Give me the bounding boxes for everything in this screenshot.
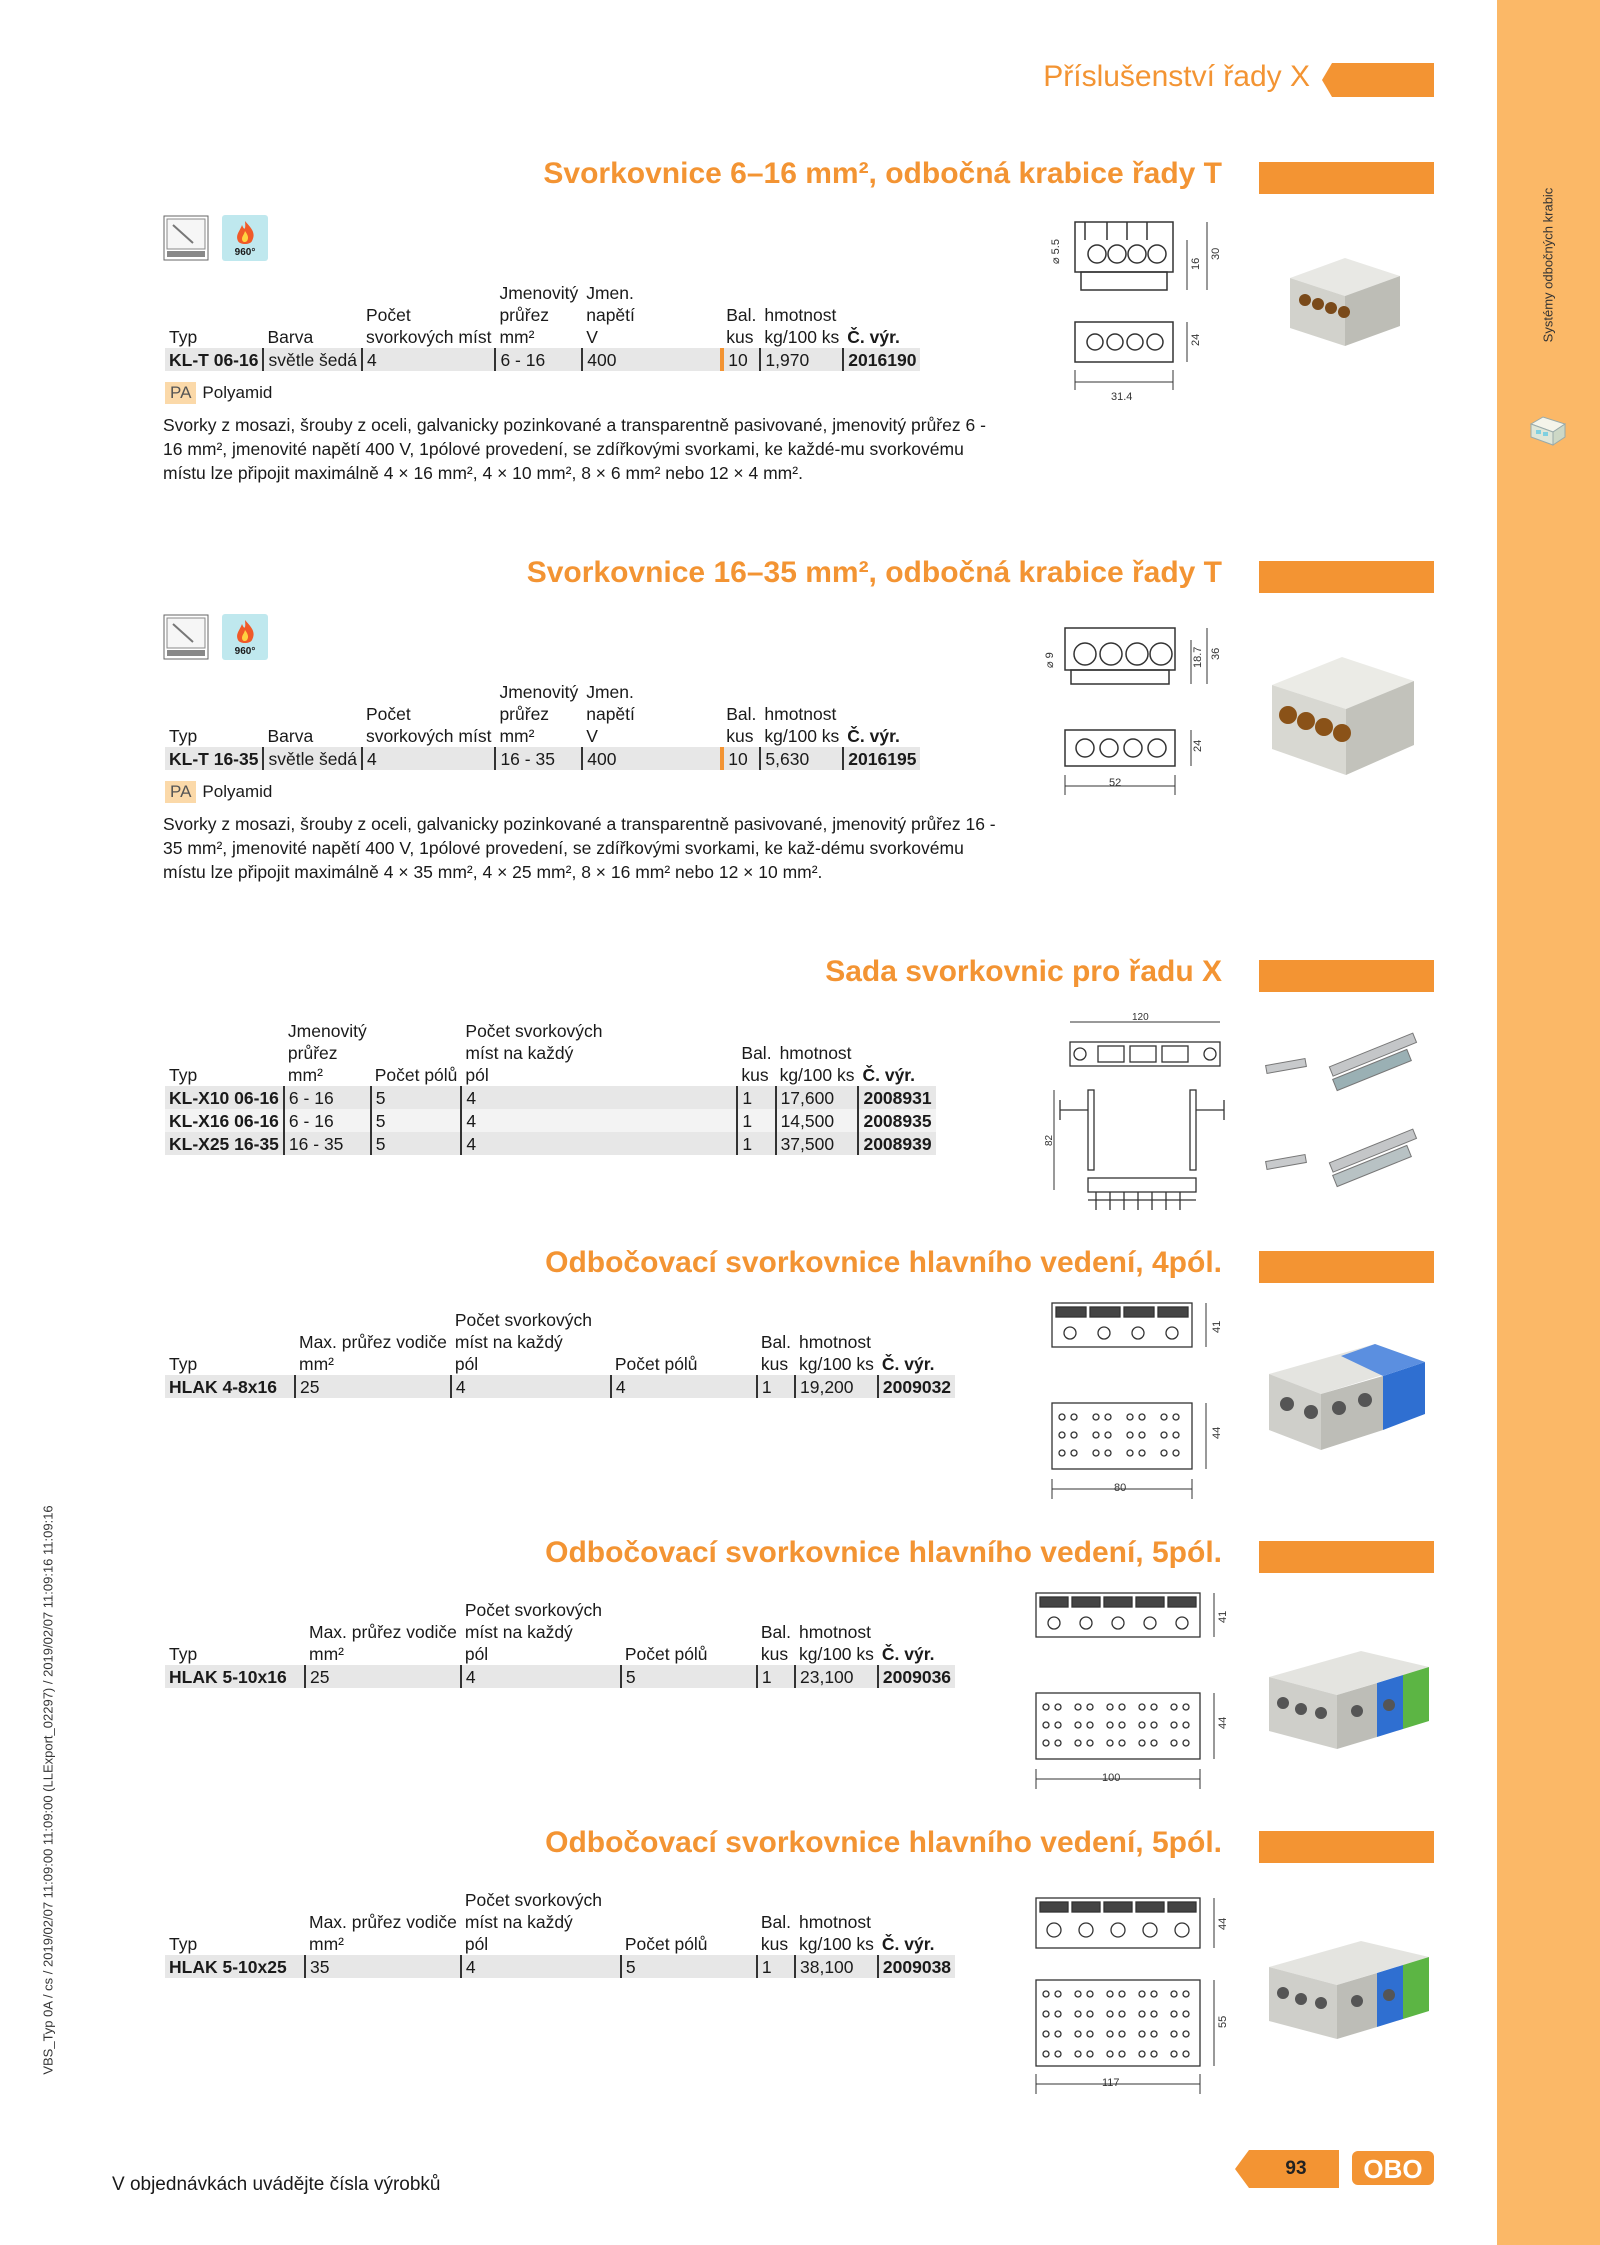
cell-cvyr: 2009036 (878, 1665, 955, 1688)
col-mist: Počet svorkových míst na každý pól (454, 1310, 592, 1374)
cell-cvyr: 2008935 (858, 1109, 935, 1132)
cell-bal: 1 (757, 1375, 795, 1398)
cell-prurez: 16 - 35 (495, 747, 582, 770)
cell-barva: světle šedá (263, 348, 362, 371)
cell-poly: 5 (371, 1086, 462, 1109)
cell-poly: 5 (371, 1109, 462, 1132)
cell-typ: KL-X25 16-35 (165, 1132, 284, 1155)
section-bar (1259, 960, 1434, 992)
col-cvyr: Č. výr. (881, 1354, 935, 1374)
cell-pocet: 4 (362, 747, 495, 770)
section-bar (1259, 1541, 1434, 1573)
col-cvyr: Č. výr. (862, 1065, 916, 1085)
col-typ: Typ (169, 1934, 198, 1954)
cell-cvyr: 2016195 (843, 747, 920, 770)
col-cvyr: Č. výr. (847, 726, 900, 746)
col-hmot: hmotnost kg/100 ks (799, 1622, 874, 1664)
busbar-terminal-photo (1265, 1645, 1435, 1760)
cell-maxprurez: 35 (305, 1955, 461, 1978)
dim-label: 44 (1211, 1426, 1223, 1439)
col-cvyr: Č. výr. (881, 1934, 935, 1954)
dim-label: 80 (1114, 1482, 1127, 1494)
section-title: Odbočovací svorkovnice hlavního vedení, 5pól. (545, 1536, 1222, 1569)
col-hmot: hmotnost kg/100 ks (764, 704, 840, 746)
technical-drawing (1030, 1585, 1230, 1795)
cell-typ: KL-X16 06-16 (165, 1109, 284, 1132)
spec-table (165, 1889, 955, 1978)
section-title: Svorkovnice 6–16 mm², odbočná krabice řady T (543, 157, 1222, 190)
cell-mist: 4 (461, 1132, 737, 1155)
glow-wire-label: 960° (234, 646, 256, 657)
dim-label: ⌀ 9 (1044, 652, 1056, 668)
document-meta-vertical: VBS_Typ 0A / cs / 2019/02/07 11:09:00 11:09:00 (LLExport_02297) / 2019/02/07 11:09:16 11:09:16 (40, 1505, 56, 2075)
col-pocet: Počet svorkových míst (366, 305, 492, 347)
material-name: Polyamid (202, 383, 273, 402)
cell-cvyr: 2009038 (878, 1955, 955, 1978)
cell-mist: 4 (461, 1665, 621, 1688)
col-mist: Počet svorkových míst na každý pól (464, 1600, 602, 1664)
terminal-set-photo (1262, 1020, 1437, 1215)
col-maxprurez: Max. průřez vodiče mm² (309, 1912, 457, 1954)
col-maxprurez: Max. průřez vodiče mm² (299, 1332, 447, 1374)
col-bal: Bal. kus (760, 1332, 791, 1374)
busbar-terminal-photo (1265, 1935, 1435, 2050)
col-bal: Bal. kus (760, 1622, 791, 1664)
col-typ: Typ (169, 327, 198, 347)
spec-table (165, 282, 920, 371)
cell-poly: 5 (621, 1955, 757, 1978)
cell-mist: 4 (461, 1086, 737, 1109)
dim-label: 41 (1217, 1610, 1229, 1623)
table-row (165, 1109, 936, 1132)
material-badge: PA (165, 382, 196, 404)
dim-label: 120 (1132, 1012, 1149, 1023)
cell-napeti: 400 (582, 747, 722, 770)
section-bar (1259, 162, 1434, 194)
cell-maxprurez: 25 (305, 1665, 461, 1688)
col-prurez: Jmenovitý průřez mm² (499, 283, 579, 347)
busbar-terminal-photo (1265, 1338, 1435, 1463)
table-row (165, 1086, 936, 1109)
svg-text:OBO: OBO (1363, 2154, 1423, 2184)
cell-prurez: 6 - 16 (284, 1086, 371, 1109)
fire-test-cert-icon (163, 614, 209, 660)
glow-wire-label: 960° (234, 247, 256, 258)
material-line (165, 382, 272, 404)
technical-drawing (1030, 1890, 1230, 2100)
dim-label: 55 (1217, 2015, 1229, 2028)
cell-poly: 4 (611, 1375, 757, 1398)
cell-hmot: 37,500 (776, 1132, 859, 1155)
section-title: Sada svorkovnic pro řadu X (825, 955, 1222, 988)
cell-hmot: 17,600 (776, 1086, 859, 1109)
col-typ: Typ (169, 1354, 198, 1374)
dim-label: 100 (1102, 1772, 1121, 1784)
page-number: 93 (1285, 2158, 1307, 2179)
technical-drawing (1035, 210, 1235, 410)
table-row (165, 1955, 955, 1978)
cell-cvyr: 2016190 (843, 348, 920, 371)
obo-logo (1352, 2148, 1434, 2188)
cell-mist: 4 (451, 1375, 611, 1398)
side-category-label: Systémy odbočných krabic (1540, 187, 1556, 343)
cell-prurez: 16 - 35 (284, 1132, 371, 1155)
footer-note: V objednávkách uvádějte čísla výrobků (112, 2174, 441, 2195)
table-row (165, 1665, 955, 1688)
cell-typ: KL-X10 06-16 (165, 1086, 284, 1109)
cell-poly: 5 (371, 1132, 462, 1155)
dim-label: 30 (1210, 247, 1222, 260)
col-bal: Bal. kus (726, 305, 757, 347)
cell-maxprurez: 25 (295, 1375, 451, 1398)
cell-bal: 10 (722, 348, 760, 371)
cell-cvyr: 2009032 (878, 1375, 955, 1398)
cell-hmot: 38,100 (795, 1955, 878, 1978)
cell-barva: světle šedá (263, 747, 362, 770)
col-barva: Barva (267, 726, 314, 746)
dim-label: 41 (1211, 1320, 1223, 1333)
section-bar (1259, 1251, 1434, 1283)
col-hmot: hmotnost kg/100 ks (779, 1043, 855, 1085)
spec-table (165, 1309, 955, 1398)
cell-bal: 1 (737, 1109, 775, 1132)
table-row (165, 1132, 936, 1155)
section-bar (1259, 561, 1434, 593)
col-typ: Typ (169, 1644, 198, 1664)
dim-label: 24 (1190, 333, 1202, 346)
col-mist: Počet svorkových míst na každý pól (464, 1890, 602, 1954)
col-bal: Bal. kus (726, 704, 757, 746)
section-bar (1259, 1831, 1434, 1863)
dim-label: 36 (1210, 647, 1222, 660)
dim-label: ⌀ 5.5 (1050, 239, 1062, 264)
cell-hmot: 19,200 (795, 1375, 878, 1398)
col-cvyr: Č. výr. (847, 327, 900, 347)
col-napeti: Jmen. napětí V (586, 682, 635, 746)
col-poly: Počet pólů (374, 1065, 458, 1085)
section-title: Svorkovnice 16–35 mm², odbočná krabice řady T (526, 556, 1222, 589)
dim-label: 18.7 (1192, 646, 1204, 668)
cell-mist: 4 (461, 1955, 621, 1978)
cell-cvyr: 2008931 (858, 1086, 935, 1109)
technical-drawing (1040, 1010, 1240, 1225)
spec-table (165, 1020, 936, 1155)
col-typ: Typ (169, 726, 198, 746)
material-line (165, 781, 272, 803)
cell-typ: HLAK 5-10x16 (165, 1665, 305, 1688)
dim-label: 44 (1217, 1917, 1229, 1930)
col-napeti: Jmen. napětí V (586, 283, 635, 347)
header-tab (1322, 63, 1434, 97)
fire-test-cert-icon (163, 215, 209, 261)
product-description: Svorky z mosazi, šrouby z oceli, galvanicky pozinkované a transparentně pasivované, jmenovitý průřez 16 - 35 mm², jmenovité napětí 400 V, 1pólové provedení, se zdířkovými svorkami, ke kaž-dému svorkovému místu lze připojit maximálně 4 × 35 mm², 4 × 25 mm², 8 × 16 mm² nebo 12 × 10 mm². (163, 814, 996, 882)
col-poly: Počet pólů (624, 1644, 708, 1664)
dim-label: 31.4 (1111, 391, 1133, 403)
terminal-block-photo (1275, 248, 1405, 358)
dim-label: 82 (1044, 1134, 1055, 1146)
cell-poly: 5 (621, 1665, 757, 1688)
material-badge: PA (165, 781, 196, 803)
cell-mist: 4 (461, 1109, 737, 1132)
cell-typ: KL-T 06-16 (165, 348, 263, 371)
dim-label: 117 (1102, 2077, 1120, 2089)
col-hmot: hmotnost kg/100 ks (764, 305, 840, 347)
page-header-title: Příslušenství řady X (1043, 60, 1310, 93)
cell-bal: 1 (737, 1132, 775, 1155)
col-hmot: hmotnost kg/100 ks (799, 1912, 874, 1954)
section-title: Odbočovací svorkovnice hlavního vedení, 5pól. (545, 1826, 1222, 1859)
cell-cvyr: 2008939 (858, 1132, 935, 1155)
product-description: Svorky z mosazi, šrouby z oceli, galvanicky pozinkované a transparentně pasivované, jmenovitý průřez 6 - 16 mm², jmenovité napětí 400 V, 1pólové provedení, se zdířkovými svorkami, ke každé-mu svorkovému místu lze připojit maximálně 4 × 16 mm², 4 × 10 mm², 8 × 6 mm² nebo 12 × 4 mm². (163, 415, 986, 483)
col-prurez: Jmenovitý průřez mm² (499, 682, 579, 746)
section-title: Odbočovací svorkovnice hlavního vedení, 4pól. (545, 1246, 1222, 1279)
cell-pocet: 4 (362, 348, 495, 371)
col-bal: Bal. kus (760, 1912, 791, 1954)
col-cvyr: Č. výr. (881, 1644, 935, 1664)
col-maxprurez: Max. průřez vodiče mm² (309, 1622, 457, 1664)
spec-table (165, 681, 920, 770)
cell-typ: HLAK 4-8x16 (165, 1375, 295, 1398)
col-poly: Počet pólů (624, 1934, 708, 1954)
cell-prurez: 6 - 16 (495, 348, 582, 371)
terminal-block-photo (1262, 645, 1422, 785)
cell-hmot: 5,630 (760, 747, 843, 770)
cell-hmot: 14,500 (776, 1109, 859, 1132)
col-typ: Typ (169, 1065, 198, 1085)
cell-bal: 1 (757, 1665, 795, 1688)
col-prurez: Jmenovitý průřez mm² (287, 1021, 367, 1085)
cell-napeti: 400 (582, 348, 722, 371)
material-name: Polyamid (202, 782, 273, 801)
cell-bal: 10 (722, 747, 760, 770)
spec-table (165, 1599, 955, 1688)
cell-typ: KL-T 16-35 (165, 747, 263, 770)
cell-prurez: 6 - 16 (284, 1109, 371, 1132)
cell-bal: 1 (757, 1955, 795, 1978)
technical-drawing (1035, 620, 1235, 805)
col-barva: Barva (267, 327, 314, 347)
col-pocet: Počet svorkových míst (366, 704, 492, 746)
table-row (165, 348, 920, 371)
col-hmot: hmotnost kg/100 ks (799, 1332, 874, 1374)
cell-bal: 1 (737, 1086, 775, 1109)
dim-label: 44 (1217, 1716, 1229, 1729)
technical-drawing (1040, 1295, 1230, 1505)
junction-box-icon (1527, 414, 1567, 448)
dim-label: 52 (1109, 777, 1122, 789)
table-row (165, 1375, 955, 1398)
col-poly: Počet pólů (614, 1354, 698, 1374)
dim-label: 16 (1190, 257, 1202, 270)
cell-hmot: 1,970 (760, 348, 843, 371)
dim-label: 24 (1192, 739, 1204, 752)
col-mist: Počet svorkových míst na každý pól (465, 1021, 603, 1085)
col-bal: Bal. kus (741, 1043, 772, 1085)
cell-typ: HLAK 5-10x25 (165, 1955, 305, 1978)
table-row (165, 747, 920, 770)
cell-hmot: 23,100 (795, 1665, 878, 1688)
